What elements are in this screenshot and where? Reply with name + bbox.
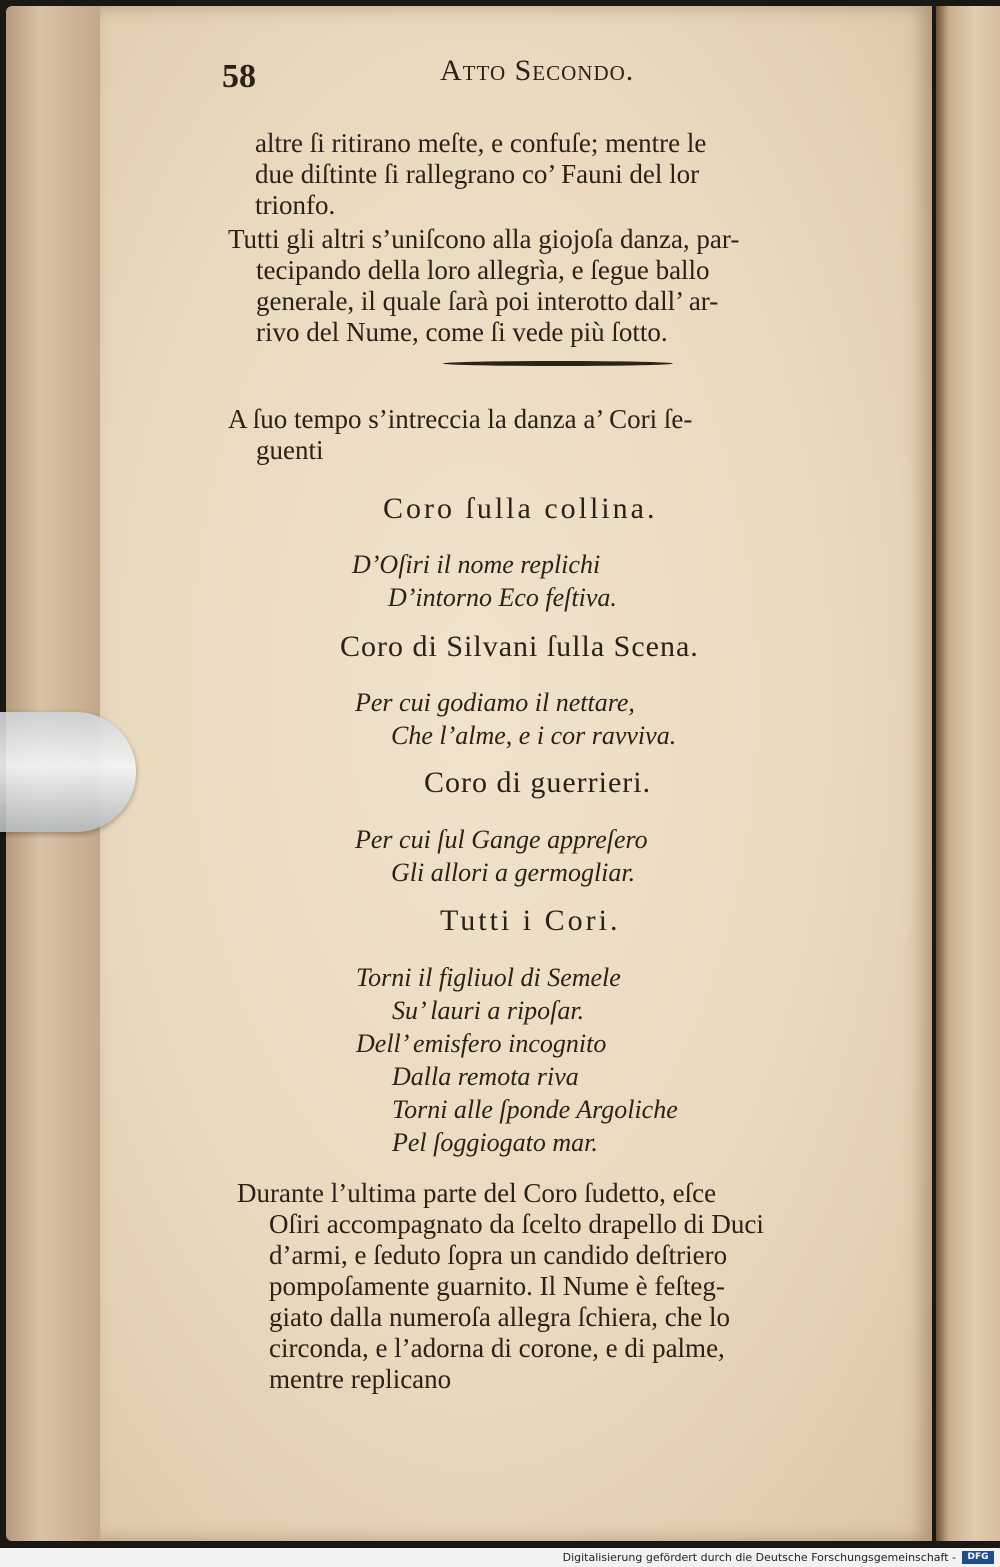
text-line: rivo del Nume, come ſi vede più ſotto. [256,317,668,347]
ornamental-rule [443,361,673,366]
viewer-footer [0,1548,1000,1567]
verse-line: Che l’alme, e i cor ravviva. [391,721,677,750]
verse-line: Dalla remota riva [392,1062,579,1091]
verse-line: Per cui ſul Gange appreſero [355,825,648,854]
facing-page-edge [936,6,1000,1541]
verse-line: D’intorno Eco feſtiva. [388,583,617,612]
verse-line: Su’ lauri a ripoſar. [392,996,585,1025]
verse-line: D’Oſiri il nome replichi [352,550,601,579]
chorus-heading: Coro di guerrieri. [424,766,652,799]
chorus-heading: Coro ſulla collina. [383,492,658,525]
text-line: due diſtinte ſi rallegrano co’ Fauni del lor [255,159,700,189]
text-line: pompoſamente guarnito. Il Nume è feſteg- [269,1271,725,1301]
chorus-heading: Tutti i Cori. [440,904,621,937]
text-line: generale, il quale ſarà poi interotto dall’ ar- [256,286,719,316]
paragraph-1 [255,128,887,221]
verse-line: Pel ſoggiogato mar. [392,1128,598,1157]
page-number: 58 [222,58,256,95]
chorus-verse [355,823,648,889]
text-line: Oſiri accompagnato da ſcelto drapello di Duci [269,1209,764,1239]
text-line: giato dalla numeroſa allegra ſchiera, che lo [269,1302,731,1332]
chorus-verse [352,548,617,614]
chorus-verse [355,686,676,752]
chorus-verse [356,961,678,1159]
text-line: altre ſi ritirano meſte, e confuſe; mentre le [255,128,707,158]
verse-line: Gli allori a germogliar. [391,858,636,887]
chorus-heading: Coro di Silvani ſulla Scena. [340,630,699,663]
verse-line: Dell’ emisfero incognito [356,1029,607,1058]
text-line: mentre replicano [269,1364,452,1394]
text-line: A ſuo tempo s’intreccia la danza a’ Cori ſe- [228,404,693,434]
text-line: d’armi, e ſeduto ſopra un candido deſtriero [269,1240,728,1270]
running-head: Atto Secondo. [440,54,635,87]
text-line: Durante l’ultima parte del Coro ſudetto, eſce [237,1178,717,1208]
verse-line: Torni alle ſponde Argoliche [392,1095,678,1124]
verse-line: Per cui godiamo il nettare, [355,688,635,717]
verse-line: Torni il figliuol di Semele [356,963,621,992]
text-line: trionfo. [255,190,336,220]
dfg-logo[interactable]: DFG [962,1551,994,1564]
paragraph-2 [228,224,888,348]
page-clip [0,712,136,832]
text-line: guenti [256,435,324,465]
paragraph-4 [237,1178,897,1395]
text-line: circonda, e l’adorna di corone, e di palme, [269,1333,725,1363]
funding-credit: Digitalisierung gefördert durch die Deutsche Forschungsgemeinschaft - [562,1551,956,1564]
text-line: Tutti gli altri s’uniſcono alla giojoſa danza, par- [228,224,740,254]
text-line: tecipando della loro allegrìa, e ſegue ballo [256,255,710,285]
paragraph-3 [228,404,888,466]
